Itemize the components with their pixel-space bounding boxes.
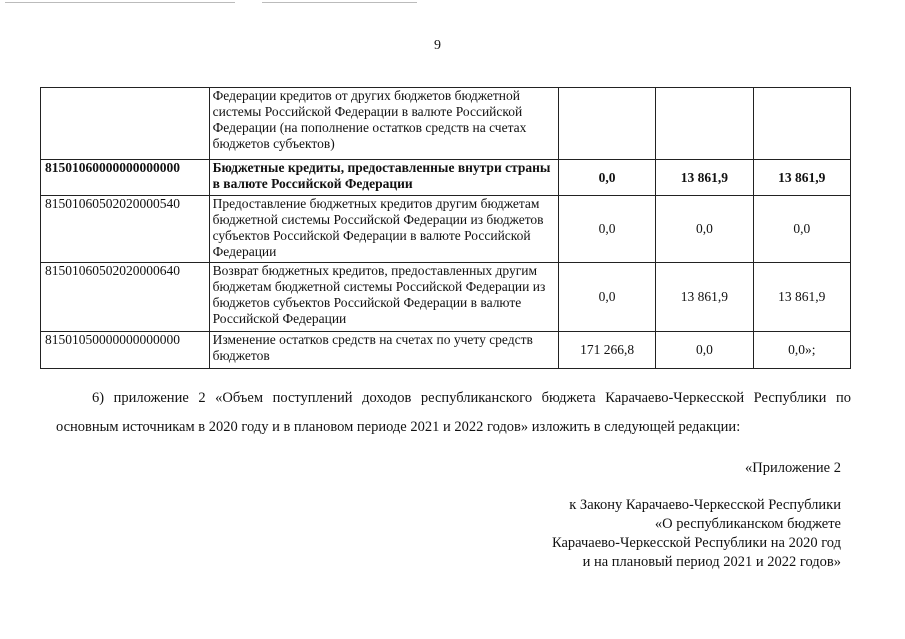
row-value-2020: 0,0 [558, 160, 655, 196]
amendment-paragraph: 6) приложение 2 «Объем поступлений доходов республиканского бюджета Карачаево-Черкесской Республики по основным источникам в 2020 году и в плановом периоде 2021 и 2022 годов» изложить в следующей редакции: [56, 390, 851, 435]
row-name: Федерации кредитов от других бюджетов бюджетной системы Российской Федерации в валюте Российской Федерации (на пополнение остатков средств на счетах бюджетов субъектов) [209, 88, 558, 160]
table-row [41, 160, 851, 196]
budget-sources-table [40, 87, 851, 369]
appendix-reference [421, 496, 841, 572]
row-value-2020: 171 266,8 [558, 332, 655, 369]
appendix-title: «Приложение 2 [745, 460, 841, 476]
table-row [41, 332, 851, 369]
page-number: 9 [434, 38, 441, 53]
appendix-ref-line: к Закону Карачаево-Черкесской Республики [569, 497, 841, 513]
row-value-2020: 0,0 [558, 196, 655, 263]
row-code [41, 88, 210, 160]
row-value-2021: 13 861,9 [656, 160, 753, 196]
row-name: Бюджетные кредиты, предоставленные внутри страны в валюте Российской Федерации [209, 160, 558, 196]
row-code: 81501050000000000000 [41, 332, 210, 369]
row-value-2021: 0,0 [656, 332, 753, 369]
row-name: Изменение остатков средств на счетах по учету средств бюджетов [209, 332, 558, 369]
row-value-2021: 13 861,9 [656, 263, 753, 332]
scan-edge-line [5, 2, 235, 3]
row-code: 81501060000000000000 [41, 160, 210, 196]
appendix-ref-line: «О республиканском бюджете [654, 516, 841, 532]
row-value-2020: 0,0 [558, 263, 655, 332]
row-value-2022: 0,0»; [753, 332, 850, 369]
table-row [41, 88, 851, 160]
appendix-ref-line: Карачаево-Черкесской Республики на 2020 год [551, 535, 841, 551]
row-value-2022: 13 861,9 [753, 263, 850, 332]
row-name: Предоставление бюджетных кредитов другим бюджетам бюджетной системы Российской Федерации из бюджетов субъектов Российской Федерации в валюте Российской Федерации [209, 196, 558, 263]
row-code: 81501060502020000540 [41, 196, 210, 263]
scan-edge-line [262, 2, 417, 3]
row-value-2021 [656, 88, 753, 160]
table-row [41, 263, 851, 332]
row-value-2022: 0,0 [753, 196, 850, 263]
row-code: 81501060502020000640 [41, 263, 210, 332]
table-row [41, 196, 851, 263]
row-value-2022: 13 861,9 [753, 160, 850, 196]
row-name: Возврат бюджетных кредитов, предоставленных другим бюджетам бюджетной системы Российской Федерации из бюджетов субъектов Российской Федерации в валюте Российской Федерации [209, 263, 558, 332]
row-value-2022 [753, 88, 850, 160]
row-value-2020 [558, 88, 655, 160]
row-value-2021: 0,0 [656, 196, 753, 263]
appendix-ref-line: и на плановый период 2021 и 2022 годов» [582, 554, 841, 570]
